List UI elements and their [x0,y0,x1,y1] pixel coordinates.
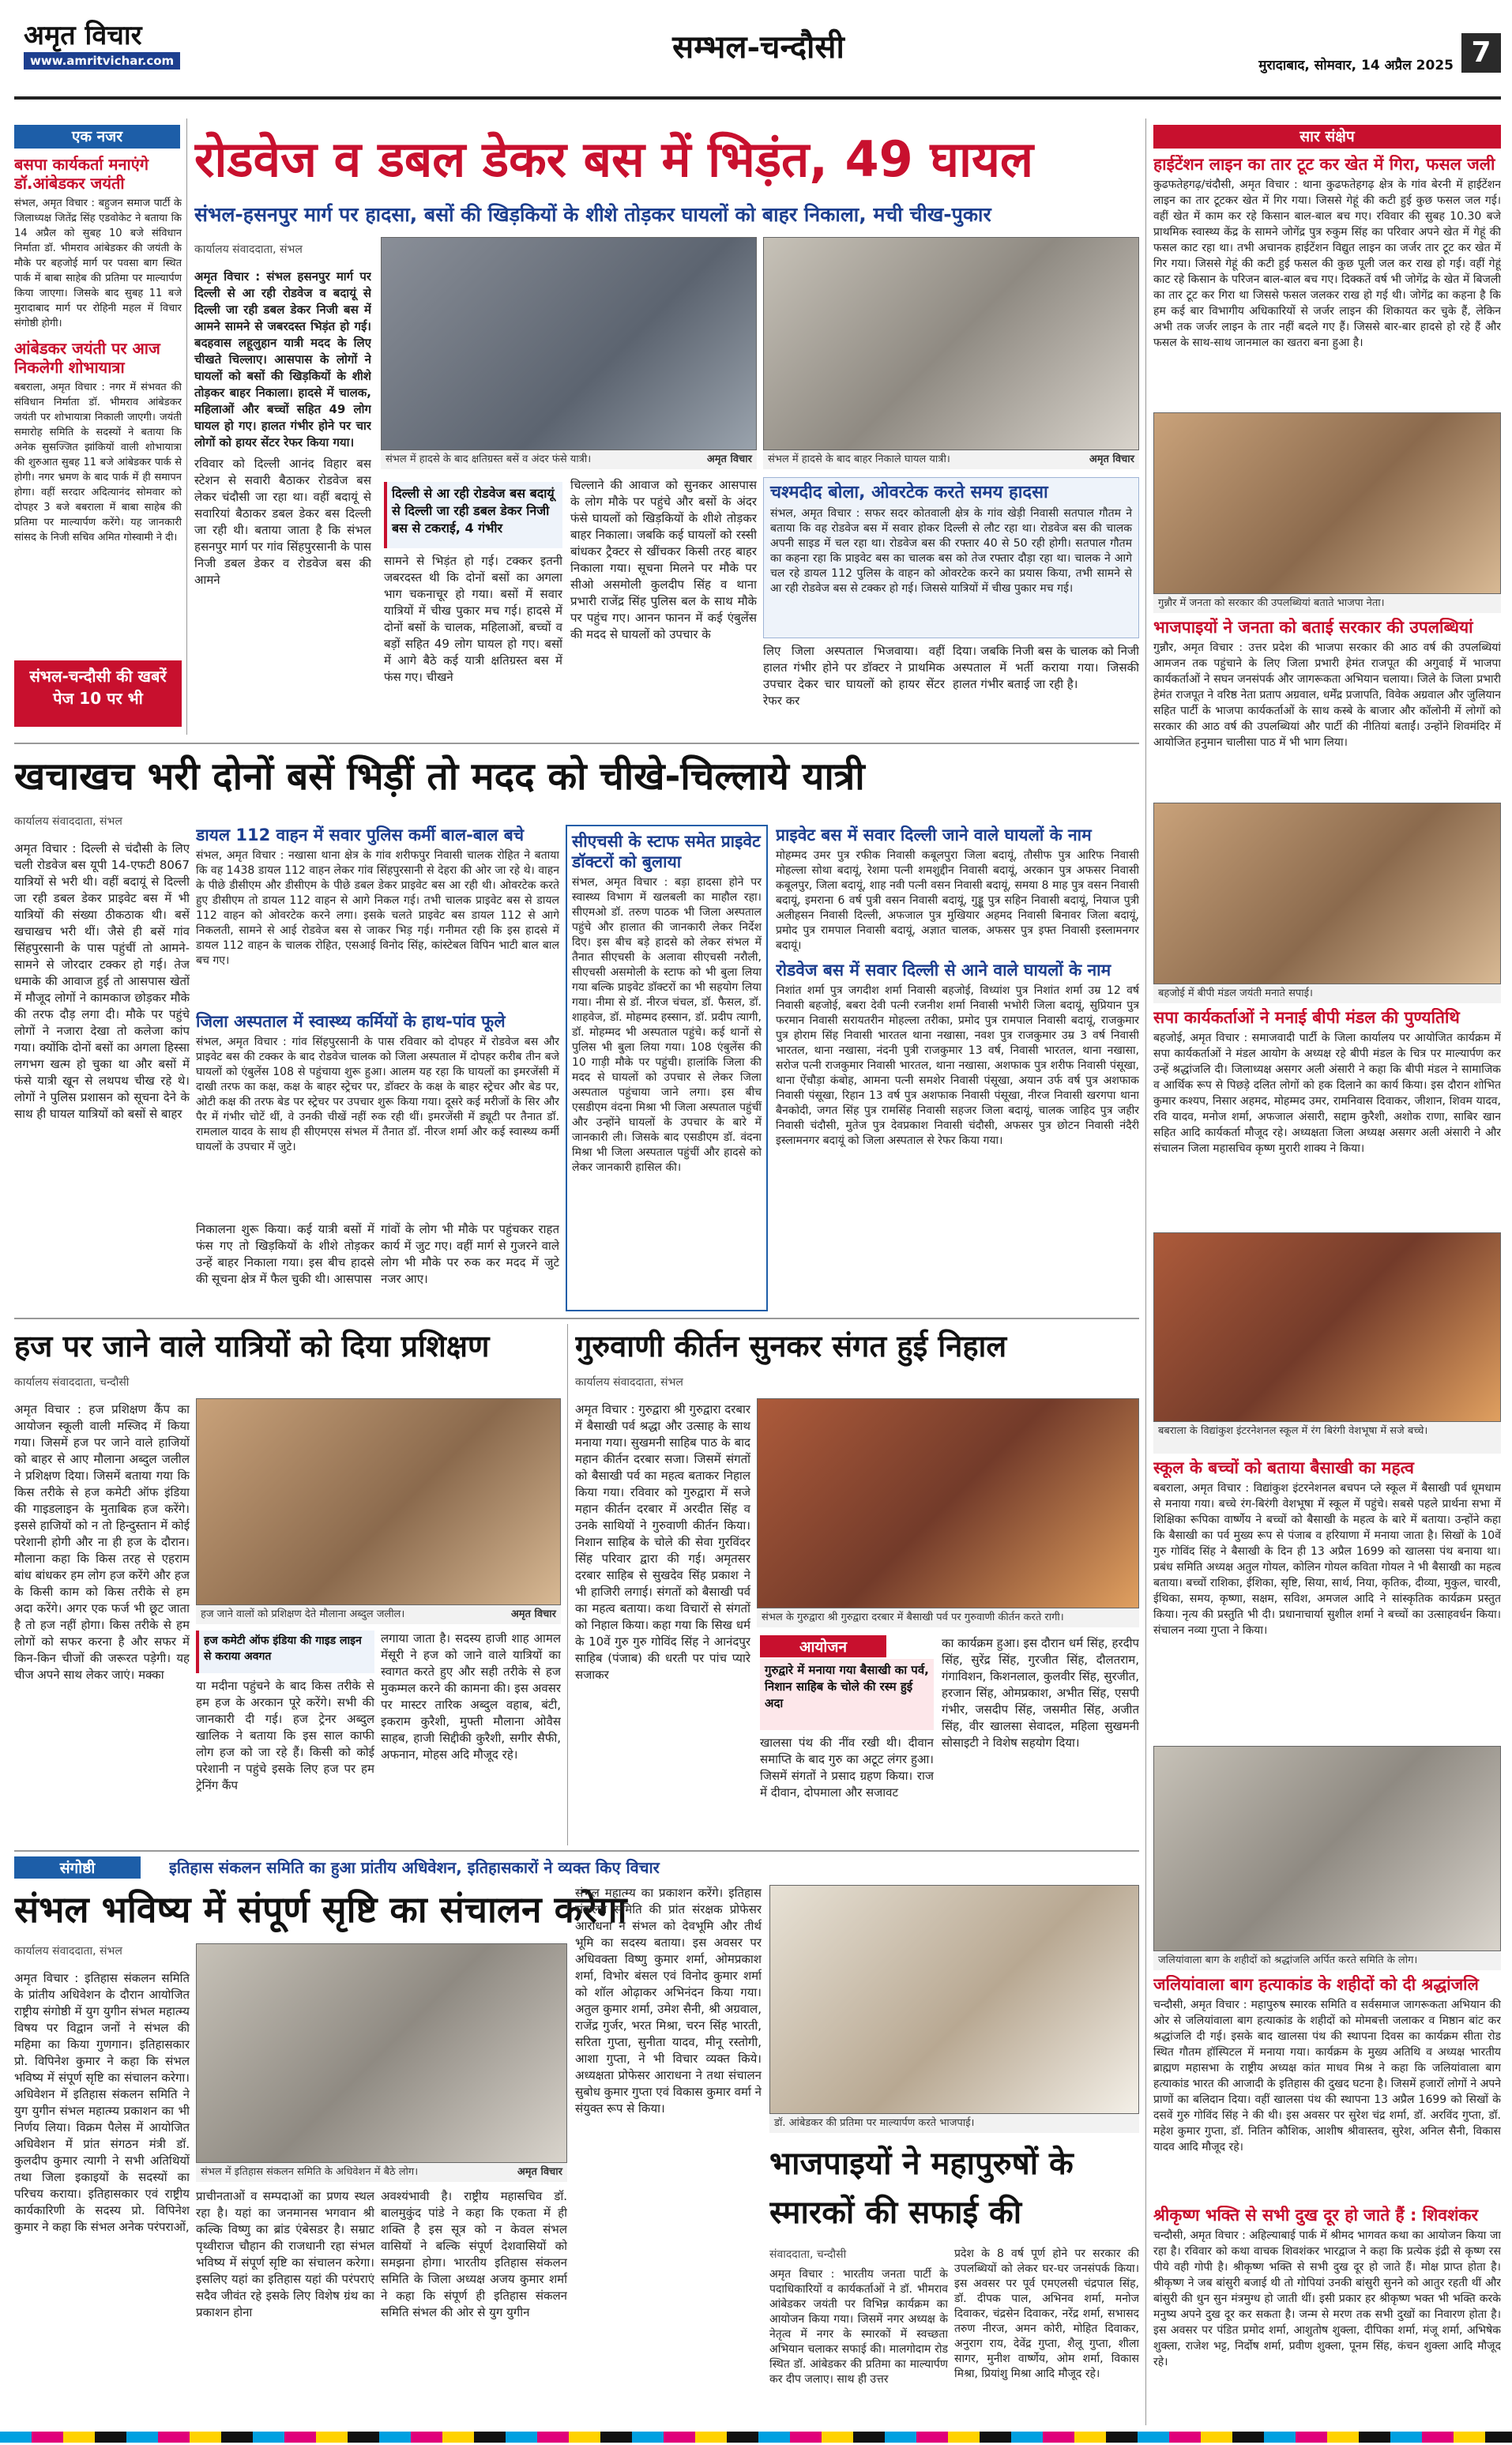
ek-nazar-tag: एक नजर [14,125,180,149]
photo-caption: बबराला के विद्यांकुश इंटरनेशनल स्कूल में रंग बिरंगी वेशभूषा में सजे बच्चे। [1153,1422,1501,1454]
story2-headline: खचाखच भरी दोनों बसें भिड़ीं तो मदद को चीखे-चिल्लाये यात्री [14,754,865,799]
main-body-2: रविवार को दिल्ली आनंद विहार बस स्टेशन से सवारी बैठाकर रोडवेज बस लेकर चंदौसी जा रहा था। वहीं बदायूं से सवारियां बैठाकर डबल डेकर बस दिल्ली जा रही थी। बताया जाता है कि संभल हसनपुर मार्ग पर गांव सिंहपुरसानी के पास निजी डबल डेकर व रोडवेज बस की आमने [194,457,371,587]
brief-headline: आंबेडकर जयंती पर आज निकलेगी शोभायात्रा [14,339,160,377]
section-title: सम्भल-चन्दौसी [672,28,844,66]
right-brief-2: भाजपाइयों ने जनता को बताई सरकार की उपलब्धियां गुन्नौर, अमृत विचार : उत्तर प्रदेश की भाजपा सरकार की आठ वर्ष की उपलब्धियां आमजन तक पहुंचाने के लिए जिला प्रभारी हेमंत राजपूत की अगुवाई में भाजपा कार्यकर्ताओं ने सघन जनसंपर्क और जागरूकता अभियान चलाया। जिले के जिला प्रभारी हेमंत राजपूत ने वरिष्ठ नेता प्रताप अग्रवाल, धर्मेंद्र प्रजापति, विवेक अग्रवाल और जुलियान सहित पार्टी के भाजपा कार्यकर्ताओं के साथ कस्बे के बाजार और कॉलोनी में लोगों को सरकार की आठ वर्ष की उपलब्धियां और पार्टी की नीतियां बताईं। उन्होंने शिवमंदिर में आयोजित हनुमान चालीसा पाठ में भी भाग लिया। [1153,618,1501,749]
hajj-body-2: या मदीना पहुंचने के बाद किस तरीके से हम हज के अरकान पूरे करेंगे। सभी की जानकारी दी गई। हज ट्रेनर अब्दुल खालिक ने बताया कि इस साल काफी लोग हज को जा रहे हैं। किसी को कोई परेशानी न पहुंचे इसके लिए हज पर हम ट्रेनिंग कैंप [196,1679,374,1792]
section-rule [14,743,1139,744]
gurbani-body-1: अमृत विचार : गुरुद्वारा श्री गुरुद्वारा दरबार में बैसाखी पर्व श्रद्धा और उत्साह के साथ मनाया गया। सुखमनी साहिब पाठ के बाद महान कीर्तन दरबार सजा। जिसमें संगतों को बैसाखी पर्व का महत्व बताकर निहाल किया गया। रविवार को गुरुद्वारा में सजे महान कीर्तन दरबार में अरदीत सिंह व उनके साथियों ने गुरुवाणी कीर्तन किया। निशान साहिब के चोले की सेवा गुरविंदर सिंह परिवार द्वारा की गई। अमृतसर दरबार साहिब से सुखदेव सिंह प्रकाश ने भी हाजिरी लगाई। संगतों को बैसाखी पर्व का महत्व बताया। कथा विचारों से संगतों को निहाल किया। कहा गया कि सिख धर्म के 10वें गुरु गुरु गोविंद सिंह ने आनंदपुर साहिब (पंजाब) की धरती पर पांच प्यारे सजाकर [575,1402,750,1682]
statue-body-2: प्रदेश के 8 वर्ष पूर्ण होने पर सरकार की उपलब्धियों को लेकर घर-घर जनसंपर्क किया। इस अवसर पर पूर्व एमएलसी चंद्रपाल सिंह, डॉ. दीपक पाल, अभिनव शर्मा, मनोज दिवाकर, चंद्रसेन दिवाकर, नरेंद्र शर्मा, सभासद तरुण नीरज, अमन कोरी, मोहित दिवाकर, अनुराग राय, देवेंद्र गुप्ता, शैलू गुप्ता, शीला सागर, मुनीश वार्ष्णेय, ओम शर्मा, विकास मिश्रा, प्रियांशु मिश्रा आदि मौजूद रहे। [954,2248,1139,2380]
gurbani-byline: कार्यालय संवाददाता, संभल [575,1376,683,1389]
school-kids-photo [1153,1232,1501,1422]
photo-caption: संभल में हादसे के बाद बाहर निकाले घायल यात्री। अमृत विचार [763,450,1139,469]
photo-caption: गुन्नौर में जनता को सरकार की उपलब्धियां बताते भाजपा नेता। [1153,594,1501,613]
highlight-box: दिल्ली से आ रही रोडवेज बस बदायूं से दिल्ली जा रही डबल डेकर निजी बस से टकराई, 4 गंभीर [384,482,562,548]
column-divider [1145,118,1146,2425]
gurbani-headline: गुरुवाणी कीर्तन सुनकर संगत हुई निहाल [575,1329,1007,1364]
aayojan-highlight: गुरुद्वारे में मनाया गया बैसाखी का पर्व, निशान साहिब के चोले की रस्म हुई अदा [760,1659,934,1730]
print-registration-bar [0,2432,1512,2443]
witness-box: चश्मदीद बोला, ओवरटेक करते समय हादसा संभल, अमृत विचार : सफर सदर कोतवाली क्षेत्र के गांव खेड़ी निवासी सतपाल गौतम ने बताया कि वह रोडवेज बस में सवार होकर दिल्ली से लौट रहा था। रोडवेज बस की चालक अपनी साइड में चल रहा था। रोडवेज बस की रफ्तार 40 से 50 रही होगी। सतपाल गौतम का कहना रहा कि प्राइवेट बस का चालक बस को तेज रफ्तार दौड़ा रहा था। चालक ने आगे चल रहे डायल 112 पुलिस के वाहन को ओवरटेक करने का प्रयास किया, तभी सामने से आ रही रोडवेज बस से टक्कर हो गई। जिससे यात्रियों में चीख पुकार मच गई। [763,477,1139,638]
itihas-body-2: प्राचीनताओं व सम्पदाओं का प्रणय स्थल रहा है। यहां का जनमानस भगवान श्री कल्कि विष्णु का ब्रांड एंबेसडर है। सम्राट पृथ्वीराज चौहान की राजधानी रहा संभल भविष्य में संपूर्ण सृष्टि का संचालन करेगा। इसलिए यहां का इतिहास यहां की परंपराएं सदैव जीवंत रहे इसके लिए विशेष ग्रंथ का प्रकाशन होना [196,2189,374,2319]
hajj-training-photo [196,1398,561,1605]
gunnaur-photo [1153,412,1501,594]
injured-list: प्राइवेट बस में सवार दिल्ली जाने वाले घायलों के नाम मोहम्मद उमर पुत्र रफीक निवासी कबूलपुरा जिला बदायूं, तौसीफ पुत्र आरिफ निवासी मोहल्ला सोथा बदायूं, रेशमा पत्नी शमशुद्दीन निवासी बदायूं, अरकान पुत्र अफसर निवासी कबूलपुर, जिला बदायूं, शाह नवी पत्नी वसन निवासी बदायूं, समया 8 माह पुत्र वसन निवासी बदायूं, इमराना 6 वर्ष पुत्री वसन निवासी बदायूं, गुड्डू पुत्र सहिन निवासी बदायूं, नियाज पुत्री अलीहसन निवासी दिल्ली, अफजाल पुत्र मुखियार अहमद निवासी बिनावर जिला बदायूं, प्रमोद पुत्र रामपाल निवासी बदायूं, अज्ञात चालक, अफसर पुत्र इफ्त निवासी इस्लामनगर बदायूं। रोडवेज बस में सवार दिल्ली से आने वाले घायलों के नाम निशांत शर्मा पुत्र जगदीश शर्मा निवासी बहजोई, विध्यांश पुत्र निशांत शर्मा उम्र 12 वर्ष निवासी बहजोई, बबरा देवी पत्नी रजनीश शर्मा निवासी भभोरी जिला बदायूं, सुप्रियान पुत्र फरमान निवासी सरायतरीन मोहल्ला तरीका, प्रमोद पुत्र रामपाल निवासी बदायूं, राजकुमार पुत्र होराम सिंह निवासी भारतल थाना नखासा, नवश पुत्र राजकुमार उम्र 3 वर्ष निवासी भारतल, थाना नखासा, नंदनी पुत्री राजकुमार 13 वर्ष, निवासी भारतल, थाना नखासा, सरोज पत्नी राजकुमार निवासी भारतल, थाना नखासा, अशफाक पुत्र शरीफ निवासी पंसूखा, थाना ऐंचौड़ा कंबोह, आमना पत्नी समशेर निवासी पंसूखा, अयान उर्फ वर्ष पुत्र अशफाक निवासी पंसूखा, रिहान 13 वर्ष पुत्र अशफाक निवासी पंसूखा, नीरज निवासी खरगपा थाना बैनकोदी, जगत सिंह पुत्र रामसिंह निवासी सहजर जिला बदायूं, चालक जाहिद पुत्र जहीर निवासी चंदौसी, मुतेज पुत्र देवप्रकाश निवासी चंदौसी, अफसर पुत्र छोटन निवासी नंदैरी इस्लामनगर बदायूं को जिला अस्पताल से रेफर किया गया। [776,826,1139,1147]
website-url: www.amritvichar.com [24,52,180,70]
saar-sankshep-tag: सार संक्षेप [1153,125,1501,149]
itihas-body-3: अवश्यंभावी है। राष्ट्रीय महासचिव डॉ. बालमुकुंद पांडे ने कहा कि एकता में ही शक्ति है इस सूत्र को न केवल संभल वासियों ने बल्कि संपूर्ण देशवासियों को समझना होगा। भारतीय इतिहास संकलन समिति के जिला अध्यक्ष अजय कुमार शर्मा ने कहा कि संपूर्ण ही इतिहास संकलन समिति संभल की ओर से युग युगीन [381,2189,567,2319]
itihas-body-4: संभल महात्म्य का प्रकाशन करेंगे। इतिहास संकलन समिति की प्रांत संरक्षक प्रोफेसर आराधना ने संभल को देवभूमि और तीर्थ भूमि का सदस्य बताया। इस अवसर पर अधिवक्ता विष्णु कुमार शर्मा, ओमप्रकाश शर्मा, विभोर बंसल एवं विनोद कुमार शर्मा को शॉल ओढ़ाकर अभिनंदन किया गया। अतुल कुमार शर्मा, उमेश सैनी, श्री अग्रवाल, राजेंद्र गुर्जर, भरत मिश्रा, चरन सिंह भारती, सरिता गुप्ता, सुनीता यादव, मीनू रस्तोगी, आशा गुप्ता, ने भी विचार व्यक्त किये। अध्यक्षता प्रोफेसर आराधना ने तथा संचालन सुबोध कुमार गुप्ता एवं विकास कुमार वर्मा ने संयुक्त रूप से किया। [575,1886,762,2116]
right-brief-6: श्रीकृष्ण भक्ति से सभी दुख दूर हो जाते हैं : शिवशंकर चन्दौसी, अमृत विचार : अहिल्याबाई पार्क में श्रीमद भागवत कथा का आयोजन किया जा रहा है। रविवार को कथा वाचक शिवशंकर भारद्वाज ने कहा कि प्रत्येक इंद्री से कृष्ण रस पीये वही गोपी है। श्रीकृष्ण भक्ति से सभी दुख दूर हो जाते हैं। मोक्ष प्राप्त होता है। श्रीकृष्ण ने जब बांसुरी बजाई थी तो गोपियां उनकी बांसुरी सुनने को आतुर रहती थीं और बांसुरी की धुन सुन मंत्रमुग्ध हो जाती थीं। इसी प्रकार हर श्रीकृष्ण भक्त भी भक्ति करके मनुष्य अपने दुख दूर कर सकता है। जन्म से मरण तक सभी दुखों का निवारण होता है। इस अवसर पर पंडित प्रमोद शर्मा, आशुतोष शुक्ला, दीपिका शर्मा, मंजू शर्मा, अभिषेक शुक्ला, राजेश भट्ट, निर्दोष शर्मा, प्रवीण शुक्ला, पूनम सिंह, कंचन शुक्ला आदि मौजूद रहे। [1153,2206,1501,2368]
left-briefs [14,155,182,724]
adhiveshan-photo [196,1943,567,2163]
main-headline: रोडवेज व डबल डेकर बस में भिड़ंत, 49 घायल [194,130,1034,188]
statue-headline: भाजपाइयों ने महापुरुषों के स्मारकों की सफाई की [769,2146,1074,2231]
itihas-kicker: इतिहास संकलन समिति का हुआ प्रांतीय अधिवेशन, इतिहासकारों ने व्यक्त किए विचार [169,1858,660,1877]
masthead-rule [14,96,1501,100]
brief-body: संभल, अमृत विचार : बहुजन समाज पार्टी के जिलाध्यक्ष जितेंद्र सिंह एडवोकेट ने बताया कि 14 अप्रैल को सुबह 10 बजे संविधान निर्माता डॉ. भीमराव आंबेडकर की जयंती के मौके पर बहजोई मार्ग पर पवसा बाग स्थित पार्क में बाबा साहेब की प्रतिमा पर माल्यार्पण किया जाएगा। जिसके बाद सुबह 11 बजे मुरादाबाद मार्ग पर रोहिनी महल में विचार संगोष्ठी होगी। [14,197,182,329]
kirtan-photo [757,1398,1139,1608]
jallianwala-photo [1153,1746,1501,1951]
main-body-4: चिल्लाने की आवाज को सुनकर आसपास के लोग मौके पर पहुंचे और बसों के अंदर फंसे घायलों को खिड़कियों के शीशे तोड़कर बाहर निकाला। जबकि कई घायलों को रस्सी बांधकर ट्रैक्टर से खींचकर किसी तरह बाहर निकाला गया। सूचना मिलने पर मौके पर सीओ असमोली कुलदीप सिंह व थाना प्रभारी राजेंद्र सिंह पुलिस बल के साथ मौके पर पहुंच गए। आनन फानन में कई एंबुलेंस की मदद से घायलों को उपचार के [570,478,757,641]
right-brief-1: हाईटेंशन लाइन का तार टूट कर खेत में गिरा, फसल जली कुढफतेहगढ़/चंदौसी, अमृत विचार : थाना कुढफतेहगढ़ क्षेत्र के गांव बेरनी में हाईटेंशन लाइन का तार टूटकर खेत में गिर गया। जिससे गेहूं की कटी हुई कुछ फसल जल गई। वहीं खेत में काम कर रहे किसान बाल-बाल बच गए। रविवार की सुबह 10.30 बजे प्राथमिक स्वास्थ्य केंद्र के सामने जोगेंद्र पुत्र रुकुम सिंह का परिवार अपने खेत में गेहूं की फसल काट रहा था। तभी अचानक हाईटेंशन विद्युत लाइन का जर्जर तार टूट कर खेत में गिर गया। जिससे गेहूं की कटी हुई फसल की कुछ पूली जल कर राख हो गई। वहीं गेहूं काट रहे किसान के परिजन बाल-बाल बच गए। दिक्कतें वर्ष भी जोगेंद्र के खेत में बिजली का तार टूट कर गिरा था जिससे फसल जलकर राख हो गई थी। जोगेंद्र का कहना है कि हम कई बार विभागीय अधिकारियों से जर्जर लाइन की शिकायत कर चुके हैं, लेकिन अभी तक जर्जर लाइन के तार नहीं बदले गए हैं। जिससे बार-बार हादसे हो रहे हैं और फसल के साथ-साथ जानमाल का खतरा बना हुआ है। [1153,155,1501,349]
dateline: मुरादाबाद, सोमवार, 14 अप्रैल 2025 [1258,58,1454,73]
aayojan-tag: आयोजन [760,1635,886,1657]
column-divider [186,118,187,735]
photo-caption: डॉ. आंबेडकर की प्रतिमा पर माल्यार्पण करते भाजपाई। [769,2114,1139,2133]
itihas-headline: संभल भविष्य में संपूर्ण सृष्टि का संचालन करेगा [14,1888,627,1931]
story2-byline: कार्यालय संवाददाता, संभल [14,815,122,828]
photo-caption: संभल में इतिहास संकलन समिति के अधिवेशन में बैठे लोग। अमृत विचार [196,2163,567,2182]
section-rule [14,1318,1139,1319]
bus-crash-photo [381,237,757,450]
photo-caption: जलियांवाला बाग के शहीदों को श्रद्धांजलि अर्पित करते समिति के लोग। [1153,1951,1501,1970]
statue-body-1: अमृत विचार : भारतीय जनता पार्टी के पदाधिकारियों व कार्यकर्ताओं ने डॉ. भीमराव आंबेडकर जयंती पर विभिन्न कार्यक्रम का आयोजन किया गया। जिसमें नगर अध्यक्ष के नेतृत्व में नगर के स्मारकों में स्वच्छता अभियान चलाकर सफाई की। मालगोदाम रोड स्थित डॉ. आंबेडकर की प्रतिमा का माल्यार्पण कर दीप जलाए। साथ ही उत्तर [769,2268,948,2386]
hajj-headline: हज पर जाने वाले यात्रियों को दिया प्रशिक्षण [14,1329,490,1364]
hajj-highlight: हज कमेटी ऑफ इंडिया की गाइड लाइन से कराया अवगत [196,1631,374,1673]
more-news-callout: संभल-चन्दौसी की खबरें पेज 10 पर भी [14,660,182,727]
bp-mandal-photo [1153,803,1501,984]
gurbani-body-3: का कार्यक्रम हुआ। इस दौरान धर्म सिंह, हरदीप सिंह, सुरेंद्र सिंह, गुरजीत सिंह, दौलतराम, गंगाविशन, किशनलाल, कुलवीर सिंह, सुरजीत, हरजान सिंह, ओमप्रकाश, अभीत सिंह, एसपी गंभीर, जसदीप सिंह, जसमीत सिंह, अजीत सिंह, वीर खालसा सेवादल, महिला सुखमनी सोसाइटी ने विशेष सहयोग दिया। [942,1636,1139,1750]
hajj-byline: कार्यालय संवाददाता, चन्दौसी [14,1376,130,1389]
rescue-photo [763,237,1139,450]
photo-caption: बहजोई में बीपी मंडल जयंती मनाते सपाई। [1153,984,1501,1003]
story2-tail-1: निकालना शुरू किया। कई यात्री बसों में फंस गए तो खिड़कियों के शीशे तोड़कर उन्हें बाहर निकाला गया। इस बीच हादसे की सूचना क्षेत्र में फैल चुकी थी। आसपास [196,1222,374,1286]
itihas-byline: कार्यालय संवाददाता, संभल [14,1945,122,1958]
right-brief-5: जलियांवाला बाग हत्याकांड के शहीदों को दी श्रद्धांजलि चन्दौसी, अमृत विचार : महापुरुष स्मारक समिति व सर्वसमाज जागरूकता अभियान की ओर से जलियांवाला बाग हत्याकांड के शहीदों को मोमबत्ती जलाकर व मिष्ठान बांट कर श्रद्धांजलि दी गई। इसके बाद खालसा पंथ की स्थापना दिवस का कार्यक्रम सीता रोड स्थित गौतम हॉस्पिटल में मनाया गया। कार्यक्रम के मुख्य अतिथि व अध्यक्ष भारतीय ब्राह्मण महासभा के राष्ट्रीय अध्यक्ष कांत माधव मिश्र ने कहा कि जलियांवाला बाग हत्याकांड भारत की आजादी के इतिहास की दुखद घटना है। जिसमें हजारों लोगों ने अपने प्राणों का बलिदान दिया। वहीं खालसा पंथ की स्थापना 13 अप्रैल 1699 को सिखों के दसवें गुरु गोविंद सिंह ने की थी। इस अवसर पर सुरेश चंद्र शर्मा, डॉ. अरविंद गुप्ता, डॉ. महेश कुमार गुप्ता, डॉ. नितिन कौशिक, आशीष श्रीवास्तव, सुरेश, अनिल सैनी, विकास यादव आदि मौजूद रहे। [1153,1975,1501,2153]
main-body-1: अमृत विचार : संभल हसनपुर मार्ग पर दिल्ली से आ रही रोडवेज व बदायूं से दिल्ली जा रही डबल डेकर निजी बस में आमने सामने से जबरदस्त भिड़ंत हो गई। बदहवास लहूलुहान यात्री मदद के लिए चीखते चिल्लाए। आसपास के लोगों ने घायलों को बसों की खिड़कियों के शीशे तोड़कर बाहर निकाला। हादसे में चालक, महिलाओं और बच्चों सहित 49 लोग घायल हो गए। हालत गंभीर होने पर चार लोगों को हायर सेंटर रेफर किया गया। [194,269,371,450]
statue-byline: संवाददाता, चन्दौसी [769,2248,847,2261]
main-body-3: सामने से भिड़ंत हो गई। टक्कर इतनी जबरदस्त थी कि दोनों बसों का अगला भाग चकनाचूर हो गया। बसों में सवार यात्रियों में चीख पुकार मच गई। हादसे में दोनों बसों के चालक, महिलाओं, बच्चों व बड़ों सहित 49 लोग घायल हो गए। बसों में आगे बैठे कई यात्री क्षतिग्रस्त बस में फंस गए। चीखने [384,554,562,684]
chc-box: सीएचसी के स्टाफ समेत प्राइवेट डॉक्टरों को बुलाया संभल, अमृत विचार : बड़ा हादसा होने पर स्वास्थ्य विभाग में खलबली का माहौल रहा। सीएमओ डॉ. तरुण पाठक भी जिला अस्पताल पहुंचे और हालात की जानकारी लेकर निर्देश दिए। इस बीच बड़े हादसे को लेकर संभल में तैनात सीएचसी के अलावा सीएचसी नरौली, सीएचसी असमोली के स्टाफ को भी बुला लिया गया बल्कि प्राइवेट डॉक्टरों का भी सहयोग लिया गया। नीमा से डॉ. नीरज चंचल, डॉ. फैसल, डॉ. शाहवेज, डॉ. मोहम्मद हस्सान, डॉ. प्रदीप त्यागी, डॉ. मोहम्मद भी अस्पताल पहुंचे। कई थानों से पुलिस भी बुला लिया गया। 108 एंबुलेंस की 10 गाड़ी मौके पर पहुंची। हालांकि जिला की मदद से घायलों को उपचार से लेकर जिला अस्पताल पहुंचाया जाने लगा। इस बीच एसडीएम वंदना मिश्रा भी जिला अस्पताल पहुंचीं और उन्होंने घायलों के उपचार के बारे में जानकारी ली। जिसके बाद एसडीएम डॉ. वंदना मिश्रा भी जिला अस्पताल पहुंचीं और हादसे को लेकर जानकारी हासिल की। [566,825,768,1311]
photo-caption: संभल के गुरुद्वारा श्री गुरुद्वारा दरबार में बैसाखी पर्व पर गुरुवाणी कीर्तन करते रागी। [757,1608,1139,1627]
story2-tail-2: गांवों के लोग भी मौके पर पहुंचकर राहत कार्य में जुट गए। वहीं मार्ग से गुजरने वाले लोग भी मौके पर रुक कर मदद में जुटे नजर आए। [381,1222,559,1286]
newspaper-logo: अमृत विचार [24,20,142,51]
story2-body: अमृत विचार : दिल्ली से चंदौसी के लिए चली रोडवेज बस यूपी 14-एफटी 8067 यात्रियों से भरी थी। वहीं बदायूं से दिल्ली जा रही डबल डेकर प्राइवेट बस में भी यात्रियों की संख्या ठीकठाक थी। बसें खचाखच भरी थीं। जैसे ही बसें गांव सिंहपुरसानी के पास पहुंचीं तो आमने-सामने से जोरदार टक्कर हो गई। तेज धमाके की आवाज हुई तो आसपास खेतों में मौजूद लोगों ने कामकाज छोड़कर मौके की तरफ दौड़ लगा दी। मौके पर पहुंचे लोगों ने नजारा देखा तो कलेजा कांप गया। क्योंकि दोनों बसों का अगला हिस्सा लगभग खत्म हो चुका था और बसों में फंसे यात्री खून से लथपथ चीख रहे थे। लोगों ने पुलिस प्रशासन को सूचना देने के साथ ही घायल यात्रियों को बसों से बाहर [14,841,190,1121]
main-body [194,269,371,727]
right-brief-3: सपा कार्यकर्ताओं ने मनाई बीपी मंडल की पुण्यतिथि बहजोई, अमृत विचार : समाजवादी पार्टी के जिला कार्यालय पर आयोजित कार्यक्रम में सपा कार्यकर्ताओं ने मंडल आयोग के अध्यक्ष रहे बीपी मंडल के चित्र पर माल्यार्पण कर उन्हें श्रद्धांजलि दी। जिलाध्यक्ष असगर अली अंसारी ने कहा कि बीपी मंडल ने सामाजिक व आर्थिक रूप से पिछड़े दलित लोगों को हक दिलाने का कार्य किया। इस दौरान शोभित कुमार कश्यप, निसार अहमद, मोहम्मद उमर, रामनिवास दिवाकर, जीशान, शिवम यादव, रवि यादव, मनोज शर्मा, अफजाल अंसारी, सद्दाम कुरैशी, अशोक राणा, साबिर खान सहित आदि कार्यकर्ता मौजूद रहे। अध्यक्षता जिला अध्यक्ष असगर अली अंसारी ने और संचालन जिला महासचिव कृष्ण मुरारी शाक्य ने किया। [1153,1008,1501,1155]
masthead [0,0,1512,95]
main-body-6: दिया। जबकि निजी बस के चालक को निजी अस्पताल में भर्ती कराया गया। जिसकी हालत गंभीर बताई जा रही है। [953,644,1139,691]
photo-caption: संभल में हादसे के बाद क्षतिग्रस्त बसें व अंदर फंसे यात्री। अमृत विचार [381,450,757,469]
ambedkar-statue-photo [769,1885,1139,2114]
brief-headline: बसपा कार्यकर्ता मनाएंगे डॉ.आंबेडकर जयंती [14,155,149,193]
hajj-body-1: अमृत विचार : हज प्रशिक्षण कैंप का आयोजन स्कूली वाली मस्जिद में किया गया। जिसमें हज पर जाने वाले हाजियों को बाहर से आए मौलाना अब्दुल जलील ने प्रशिक्षण दिया। जिसमें बताया गया कि किस तरीके से हज कमेटी ऑफ इंडिया की गाइडलाइन के मुताबिक हज करेंगे। इससे हाजियों को न तो हिन्दुस्तान में कोई परेशानी होगी और ना ही हज के दौरान। मौलाना कहा कि किस तरह से एहराम बांध बांधकर हम लोग हज करेंगे और हज के किसी काम को किस तरीके से हम अदा करेंगे। अगर एक फर्ज भी छूट जाता है तो हज नहीं होगा। किस तरीके से हम लोगों को सफर करना है और सफर में किन-किन चीजों की जरूरत पड़ेगी। यह चीज अपने साथ लेकर जाएं। मक्का [14,1402,190,1682]
itihas-body-1: अमृत विचार : इतिहास संकलन समिति के प्रांतीय अधिवेशन के दौरान आयोजित राष्ट्रीय संगोष्ठी में युग युगीन संभल महात्म्य विषय पर विद्वान जनों ने संभल की महिमा का किया गुणगान। इतिहासकार प्रो. विपिनेश कुमार ने कहा कि संभल भविष्य में संपूर्ण सृष्टि का संचालन करेगा। अधिवेशन में इतिहास संकलन समिति ने युग युगीन संभल महात्म्य प्रकाशन का भी निर्णय लिया। विक्रम पैलेस में आयोजित अधिवेशन में प्रांत संगठन मंत्री डॉ. कुलदीप कुमार त्यागी ने सभी अतिथियों तथा जिला इकाइयों के सदस्यों का परिचय कराया। इतिहासकार एवं राष्ट्रीय कार्यकारिणी के सदस्य प्रो. विपिनेश कुमार ने कहा कि संभल अनेक परंपराओं, [14,1971,190,2234]
column-divider [567,1324,568,1845]
police-box: डायल 112 वाहन में सवार पुलिस कर्मी बाल-बाल बचे संभल, अमृत विचार : नखासा थाना क्षेत्र के गांव शरीफपुर निवासी चालक रोहित ने बताया कि वह 1438 डायल 112 वाहन लेकर गांव सिंहपुरसानी से देहरा की ओर जा रहे थे। वाहन के पीछे डीसीएम और डीसीएम के पीछे डबल डेकर प्राइवेट बस आ रही थी। ओवरटेक करते हुए डीसीएम तो डायल 112 वाहन से आगे निकल गई। तभी चालक प्राइवेट बस से डायल 112 वाहन को ओवरटेक करने लगा। इसके चलते प्राइवेट बस डायल 112 से आगे निकलती, सामने से आई रोडवेज बस से जाकर भिड़ गई। गनीमत रही कि इस हादसे में डायल 112 वाहन के चालक रोहित, एसआई विनोद सिंह, कांस्टेबल विपिन भाटी बाल बाल बच गए। [196,826,559,967]
sangoshthi-tag: संगोष्ठी [14,1856,141,1879]
photo-caption: हज जाने वालों को प्रशिक्षण देते मौलाना अब्दुल जलील। अमृत विचार [196,1605,561,1624]
gurbani-body-2: खालसा पंथ की नींव रखी थी। दीवान समाप्ति के बाद गुरु का अटूट लंगर हुआ। जिसमें संगतों ने प्रसाद ग्रहण किया। राज में दीवान, दोपमाला और सजावट [760,1736,934,1800]
main-byline: कार्यालय संवाददाता, संभल [194,243,303,256]
brief-body: बबराला, अमृत विचार : नगर में संभवत की संविधान निर्माता डॉ. भीमराव आंबेडकर जयंती पर शोभायात्रा निकाली जाएगी। जयंती समारोह समिति के सदस्यों ने बताया कि अनेक सुसज्जित झांकियों वाली शोभायात्रा की शुरुआत सुबह 11 बजे आंबेडकर पार्क से होगी। नगर भ्रमण के बाद पार्क में ही समापन होगा। वहीं सरदार अदित्यानंद सोमवार को दोपहर 3 बजे बबराला में बाबा साहेब की प्रतिमा पर माल्यार्पण करेंगे। यह जानकारी सांसद के निजी सचिव अमित गोस्वामी ने दी। [14,382,182,544]
main-subhead: संभल-हसनपुर मार्ग पर हादसा, बसों की खिड़कियों के शीशे तोड़कर घायलों को बाहर निकाला, मची चीख-पुकार [194,203,991,226]
page-number: 7 [1461,33,1501,73]
hospital-box: जिला अस्पताल में स्वास्थ्य कर्मियों के हाथ-पांव फूले संभल, अमृत विचार : गांव सिंहपुरसानी के पास रविवार को दोपहर में रोडवेज बस और प्राइवेट बस की टक्कर के बाद रोडवेज चालक को जिला अस्पताल में दोपहर करीब तीन बजे घायलों को एंबुलेंस 108 से पहुंचाया शुरू हुआ। आलम यह रहा कि घायलों का इमरजेंसी में दाखी तरफ का कक्ष, कक्ष के बाहर स्ट्रेचर पर, डॉक्टर के कक्ष के बाहर स्ट्रेचर और बेड पर, ओटी कक्ष की तरफ बेड पर स्ट्रेचर पर उपचार शुरू किया गया। दूसरे कई मरीजों के सिर और पैर में गंभीर चोटें थीं, वे उनकी चीखें नहीं रुक रही थीं। इमरजेंसी में ड्यूटी पर तैनात डॉ. रामलाल यादव के साथ ही सीएमएस संभल में तैनात डॉ. नीरज शर्मा और कई स्वास्थ्य कर्मी घायलों के उपचार में जुटे। [196,1012,559,1153]
right-brief-4: स्कूल के बच्चों को बताया बैसाखी का महत्व बबराला, अमृत विचार : विद्यांकुश इंटरनेशनल बचपन प्ले स्कूल में बैसाखी पर्व धूमधाम से मनाया गया। बच्चे रंग-बिरंगी वेशभूषा में स्कूल में पहुंचे। सबसे पहले प्रार्थना सभा में शिक्षिका रूपिका वार्ष्णेय ने बच्चों को बैसाखी के महत्व के बारे में बताया। उन्होंने कहा कि बैसाखी का पर्व मुख्य रूप से पंजाब व हरियाणा में मनाया जाता है। सिखों के 10वें गुरु गोविंद सिंह ने बैसाखी के दिन ही 13 अप्रैल 1699 को खालसा पंथ बनाया था। प्रबंध समिति अध्यक्ष अतुल गोयल, कोलिन गोयल कविता गोयल ने भी बैसाखी का महत्व बताया। बच्चों राशिका, ईशिका, सृष्टि, सिया, सार्थ, निया, कृतिक, दीव्या, मुकुल, चारवी, ईथिका, समय, कृष्णा, सक्षम, सविश, अमजल आदि ने सांस्कृतिक कार्यक्रम प्रस्तुत किया। नृत्य की प्रस्तुति भी दी। प्रधानाचार्या सुशील शर्मा ने बच्चों का उत्साहवर्धन किया। संचालन नव्या गुप्ता ने किया। [1153,1458,1501,1637]
hajj-body-3: लगाया जाता है। सदस्य हाजी शाह आमल मेंसूरी ने हज को जाने वाले यात्रियों का स्वागत करते हुए और सही तरीके से हज मुकम्मल करने की कामना की। इस अवसर पर मास्टर तारिक अब्दुल वहाब, बंटी, इकराम कुरैशी, मुफ्ती मौलाना ओवैस साहब, हाजी सिद्दीकी कुरैशी, सगीर सैफी, अफनान, मोहस अदि मौजूद रहे। [381,1631,561,1762]
section-rule [14,1850,1139,1852]
main-body-5: लिए जिला अस्पताल भिजवाया। वहीं हालत गंभीर होने पर डॉक्टर ने प्राथमिक उपचार देकर चार घायलों को हायर सेंटर रेफर कर [763,644,945,708]
